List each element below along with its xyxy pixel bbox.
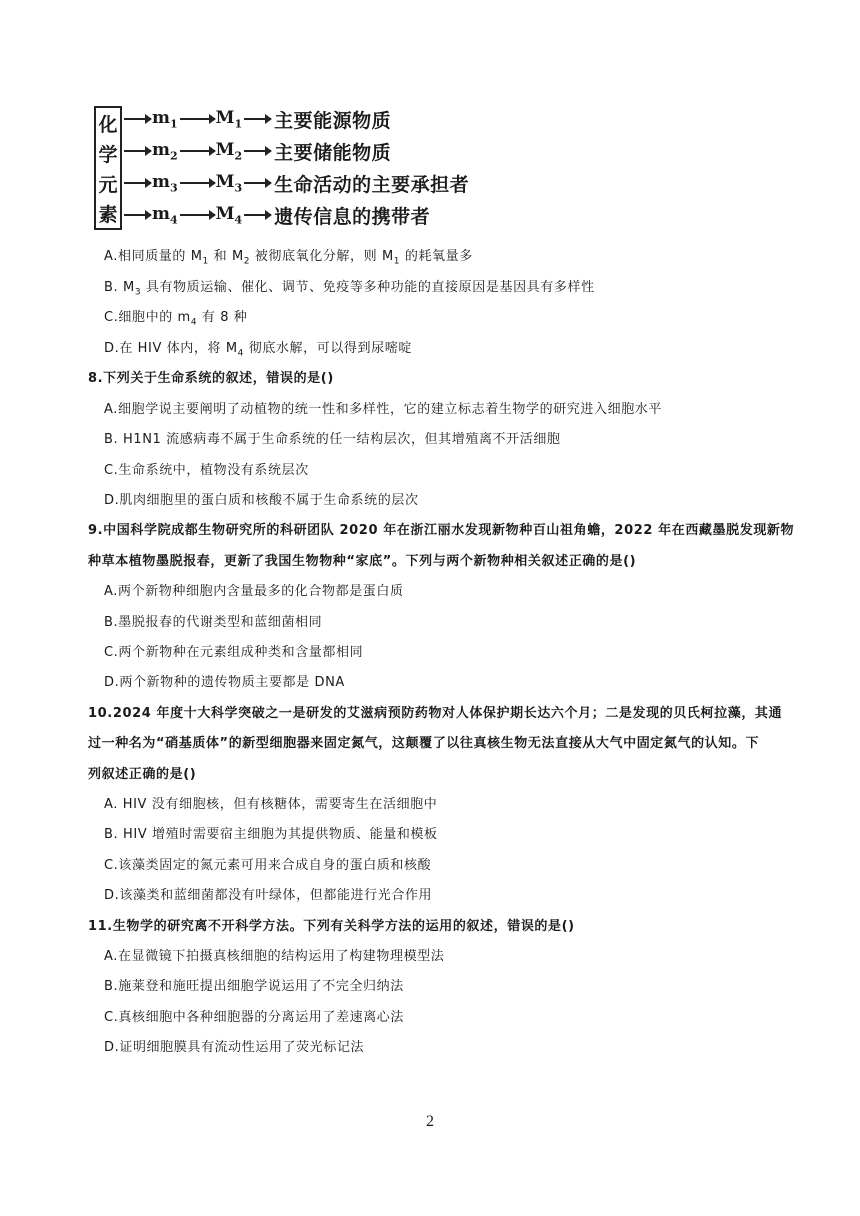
arrow-icon [180,118,214,120]
box-char: 化 [98,113,118,136]
q10-stem-line-2: 过一种名为“硝基质体”的新型细胞器来固定氮气，这颠覆了以往真核生物无法直接从大气中固定氮气的认知。下 [88,736,760,751]
q10-stem-line-1: 10.2024 年度十大科学突破之一是研发的艾滋病预防药物对人体保护期长达六个月；二是发现的贝氏柯拉藻，其通 [88,706,783,721]
arrow-icon [124,182,150,184]
q11-stem: 11.生物学的研究离不开科学方法。下列有关科学方法的运用的叙述，错误的是() [88,919,575,934]
q7-option-c: C.细胞中的 $m_4$ 有 8 种 [104,310,248,328]
arrow-icon [124,118,150,120]
q8-stem: 8.下列关于生命系统的叙述，错误的是() [88,371,334,386]
function-label: 遗传信息的携带者 [274,205,431,228]
q8-option-b: B. H1N1 流感病毒不属于生命系统的任一结构层次，但其增殖离不开活细胞 [104,432,561,447]
box-char: 学 [98,143,118,166]
q9-stem-line-2: 种草本植物墨脱报春，更新了我国生物物种“家底”。下列与两个新物种相关叙述正确的是() [88,554,637,569]
q8-option-c: C.生命系统中，植物没有系统层次 [104,463,309,478]
arrow-icon [244,182,270,184]
q9-option-a: A.两个新物种细胞内含量最多的化合物都是蛋白质 [104,584,404,599]
chemical-elements-diagram [94,100,514,235]
page-number: 2 [426,1113,434,1130]
q7-option-d: D.在 HIV 体内，将 $M_4$ 彻底水解，可以得到尿嘧啶 [104,341,412,359]
q11-option-d: D.证明细胞膜具有流动性运用了荧光标记法 [104,1040,365,1055]
function-label: 生命活动的主要承担者 [274,173,470,196]
arrow-icon [124,214,150,216]
arrow-icon [180,150,214,152]
q10-option-a: A. HIV 没有细胞核，但有核糖体，需要寄生在活细胞中 [104,797,438,812]
q8-option-a: A.细胞学说主要阐明了动植物的统一性和多样性，它的建立标志着生物学的研究进入细胞水平 [104,402,662,417]
big-m-label: $M_1$ [215,107,243,131]
q11-option-b: B.施莱登和施旺提出细胞学说运用了不完全归纳法 [104,979,404,994]
box-char: 元 [98,173,118,196]
box-char: 素 [98,203,118,226]
q10-option-b: B. HIV 增殖时需要宿主细胞为其提供物质、能量和模板 [104,827,438,842]
small-m-label: $m_4$ [152,203,178,227]
q9-option-c: C.两个新物种在元素组成种类和含量都相同 [104,645,364,660]
big-m-label: $M_4$ [215,203,243,227]
arrow-icon [180,182,214,184]
diagram-row-1 [122,104,391,134]
q7-option-b: B. $M_3$ 具有物质运输、催化、调节、免疫等多种功能的直接原因是基因具有多样性 [104,280,595,298]
arrow-icon [244,150,270,152]
diagram-row-4 [122,200,430,230]
q11-option-c: C.真核细胞中各种细胞器的分离运用了差速离心法 [104,1010,405,1025]
big-m-label: $M_2$ [215,139,243,163]
q10-option-c: C.该藻类固定的氮元素可用来合成自身的蛋白质和核酸 [104,858,432,873]
arrow-icon [180,214,214,216]
function-label: 主要储能物质 [274,141,392,164]
small-m-label: $m_2$ [152,139,178,163]
q10-option-d: D.该藻类和蓝细菌都没有叶绿体，但都能进行光合作用 [104,888,433,903]
function-label: 主要能源物质 [274,109,392,132]
small-m-label: $m_1$ [152,107,178,131]
big-m-label: $M_3$ [215,171,243,195]
diagram-row-3 [122,168,469,198]
chemical-elements-box [94,106,122,230]
q9-option-d: D.两个新物种的遗传物质主要都是 DNA [104,675,345,690]
q9-stem-line-1: 9.中国科学院成都生物研究所的科研团队 2020 年在浙江丽水发现新物种百山祖角蟾，2022 年在西藏墨脱发现新物 [88,523,795,538]
q9-option-b: B.墨脱报春的代谢类型和蓝细菌相同 [104,615,323,630]
arrow-icon [124,150,150,152]
arrow-icon [244,118,270,120]
arrow-icon [244,214,270,216]
q7-option-a: A.相同质量的 $M_1$ 和 $M_2$ 被彻底氧化分解，则 $M_1$ 的耗氧量多 [104,249,473,267]
q8-option-d: D.肌肉细胞里的蛋白质和核酸不属于生命系统的层次 [104,493,419,508]
q11-option-a: A.在显微镜下拍摄真核细胞的结构运用了构建物理模型法 [104,949,445,964]
diagram-row-2 [122,136,391,166]
q10-stem-line-3: 列叙述正确的是() [88,767,197,782]
small-m-label: $m_3$ [152,171,178,195]
